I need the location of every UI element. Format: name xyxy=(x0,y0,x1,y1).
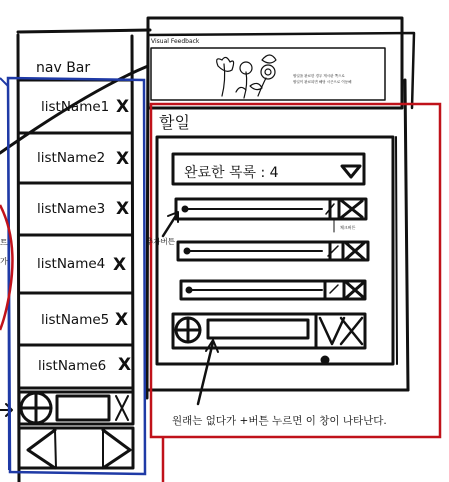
cut-off-annotation: 트 xyxy=(0,238,8,247)
delete-icon[interactable]: X xyxy=(115,310,129,330)
delete-icon[interactable]: X xyxy=(113,255,127,275)
delete-icon[interactable]: X xyxy=(116,199,130,219)
sidebar-item-listname2[interactable]: listName2 xyxy=(37,150,106,166)
visual-feedback-title: Visual Feedback xyxy=(151,38,200,45)
completed-dropdown[interactable]: 완료한 목록 : 4 xyxy=(184,165,279,181)
next-arrow-icon xyxy=(103,430,130,468)
check-button-note: 체크버튼 xyxy=(340,225,356,230)
visual-feedback-text: 할일이 완료되면 해당 시즌으로 이동해 xyxy=(293,80,352,84)
add-todo-input xyxy=(208,320,308,338)
sidebar-item-listname4[interactable]: listName4 xyxy=(37,256,106,272)
sidebar-item-listname3[interactable]: listName3 xyxy=(37,201,106,217)
visual-feedback-text: 할일을 완료한 경우 게시판 쪽으로 xyxy=(293,74,345,78)
sidebar-top-edge xyxy=(18,30,150,32)
add-button-note: 추가버튼 xyxy=(146,237,175,246)
sidebar-right-edge xyxy=(132,36,133,395)
sidebar-item-listname1[interactable]: listName1 xyxy=(41,99,110,115)
panel-left-edge xyxy=(147,20,148,398)
panel-right-edge xyxy=(405,80,408,390)
window-caption: 원래는 없다가 +버튼 누르면 이 창이 나타난다. xyxy=(172,415,387,427)
sidebar-item-listname6[interactable]: listName6 xyxy=(38,358,107,374)
dropdown-caret-icon xyxy=(342,166,360,177)
delete-icon[interactable]: X xyxy=(118,355,132,375)
visual-feedback-frame xyxy=(148,18,402,108)
nav-bar-label: nav Bar xyxy=(36,60,91,76)
sidebar-name-input xyxy=(57,396,109,420)
flower-illustration xyxy=(217,55,276,98)
todo-title: 할일 xyxy=(159,113,190,132)
cut-off-annotation: 가 xyxy=(0,257,8,266)
sidebar-pager xyxy=(19,428,133,468)
sidebar-item-listname5[interactable]: listName5 xyxy=(41,312,110,328)
delete-icon[interactable]: X xyxy=(116,149,130,169)
prev-arrow-icon xyxy=(28,430,55,468)
delete-icon[interactable]: X xyxy=(116,97,130,117)
